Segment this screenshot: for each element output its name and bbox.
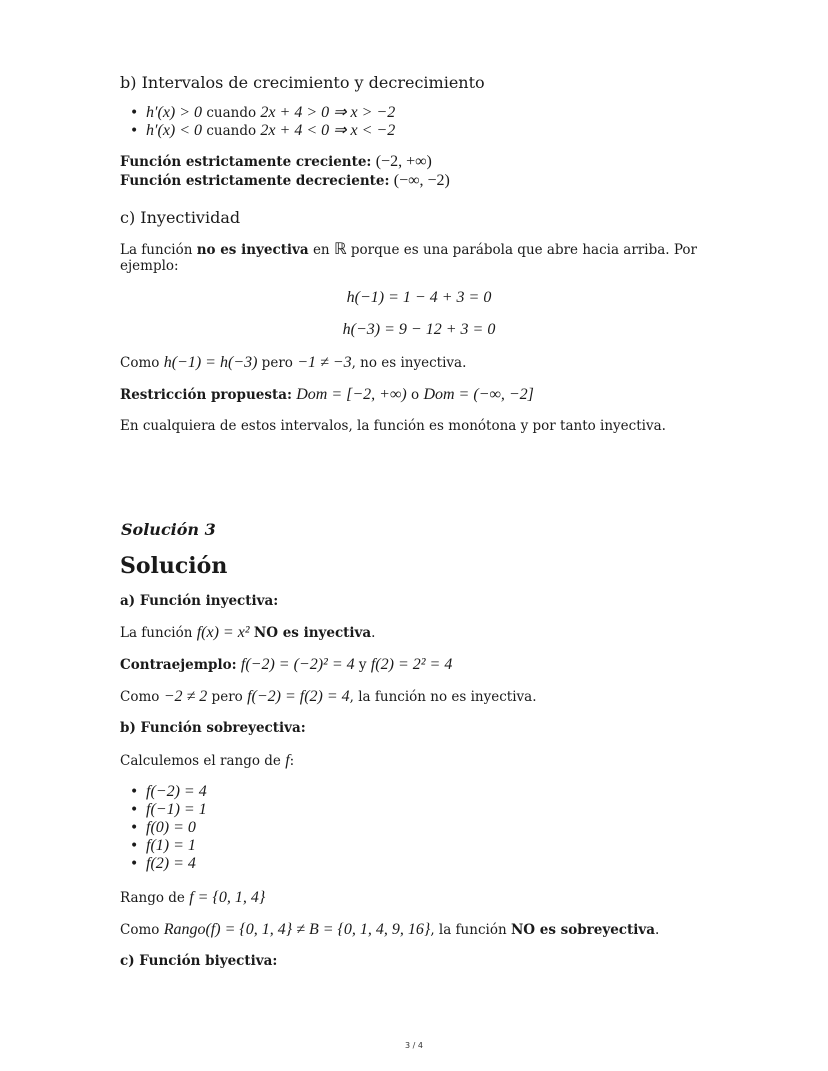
conclusion-paragraph: En cualquiera de estos intervalos, la función es monótona y por tanto inyectiva. xyxy=(120,418,666,434)
increasing-interval: Función estrictamente creciente: (−2, +∞) xyxy=(120,153,432,170)
growth-bullet-list xyxy=(120,104,718,140)
section-c-heading: c) Inyectividad xyxy=(120,208,241,227)
page-number: 3 / 4 xyxy=(405,1041,423,1050)
equation-h-minus1: h(−1) = 1 − 4 + 3 = 0 xyxy=(346,289,492,306)
list-item: • h′(x) < 0 cuando 2x + 4 < 0 ⇒ x < −2 xyxy=(120,122,718,140)
list-item: • f(−2) = 4 xyxy=(120,783,718,801)
part-b-conclusion: Como Rango(f) = {0, 1, 4} ≠ B = {0, 1, 4, 9, 16}, la función NO es sobreyectiva. xyxy=(120,921,660,938)
decreasing-interval: Función estrictamente decreciente: (−∞, −2) xyxy=(120,172,450,189)
range-statement: Rango de f = {0, 1, 4} xyxy=(120,889,266,906)
part-a-heading: a) Función inyectiva: xyxy=(120,593,279,609)
not-injective-statement: Como h(−1) = h(−3) pero −1 ≠ −3, no es inyectiva. xyxy=(120,354,467,371)
list-item: • h′(x) > 0 cuando 2x + 4 > 0 ⇒ x > −2 xyxy=(120,104,718,122)
proposed-restriction: Restricción propuesta: Dom = [−2, +∞) o Dom = (−∞, −2] xyxy=(120,386,534,403)
solution-number-label: Solución 3 xyxy=(121,520,216,539)
section-b-heading: b) Intervalos de crecimiento y decrecimiento xyxy=(120,73,485,92)
range-intro: Calculemos el rango de f: xyxy=(120,752,295,769)
part-a-statement: La función f(x) = x² NO es inyectiva. xyxy=(120,624,376,641)
counterexample: Contraejemplo: f(−2) = (−2)² = 4 y f(2) = 2² = 4 xyxy=(120,656,453,673)
list-item: • f(0) = 0 xyxy=(120,819,718,837)
injectivity-paragraph-line1: La función no es inyectiva en ℝ porque es una parábola que abre hacia arriba. Por xyxy=(120,241,697,258)
list-item: • f(2) = 4 xyxy=(120,855,718,873)
part-c-heading: c) Función biyectiva: xyxy=(120,953,278,969)
function-values-list xyxy=(120,783,718,873)
list-item: • f(1) = 1 xyxy=(120,837,718,855)
injectivity-paragraph-line2: ejemplo: xyxy=(120,258,179,274)
part-b-heading: b) Función sobreyectiva: xyxy=(120,720,306,736)
solution-title: Solución xyxy=(120,553,228,579)
list-item: • f(−1) = 1 xyxy=(120,801,718,819)
equation-h-minus3: h(−3) = 9 − 12 + 3 = 0 xyxy=(342,321,496,338)
part-a-conclusion: Como −2 ≠ 2 pero f(−2) = f(2) = 4, la función no es inyectiva. xyxy=(120,688,537,705)
